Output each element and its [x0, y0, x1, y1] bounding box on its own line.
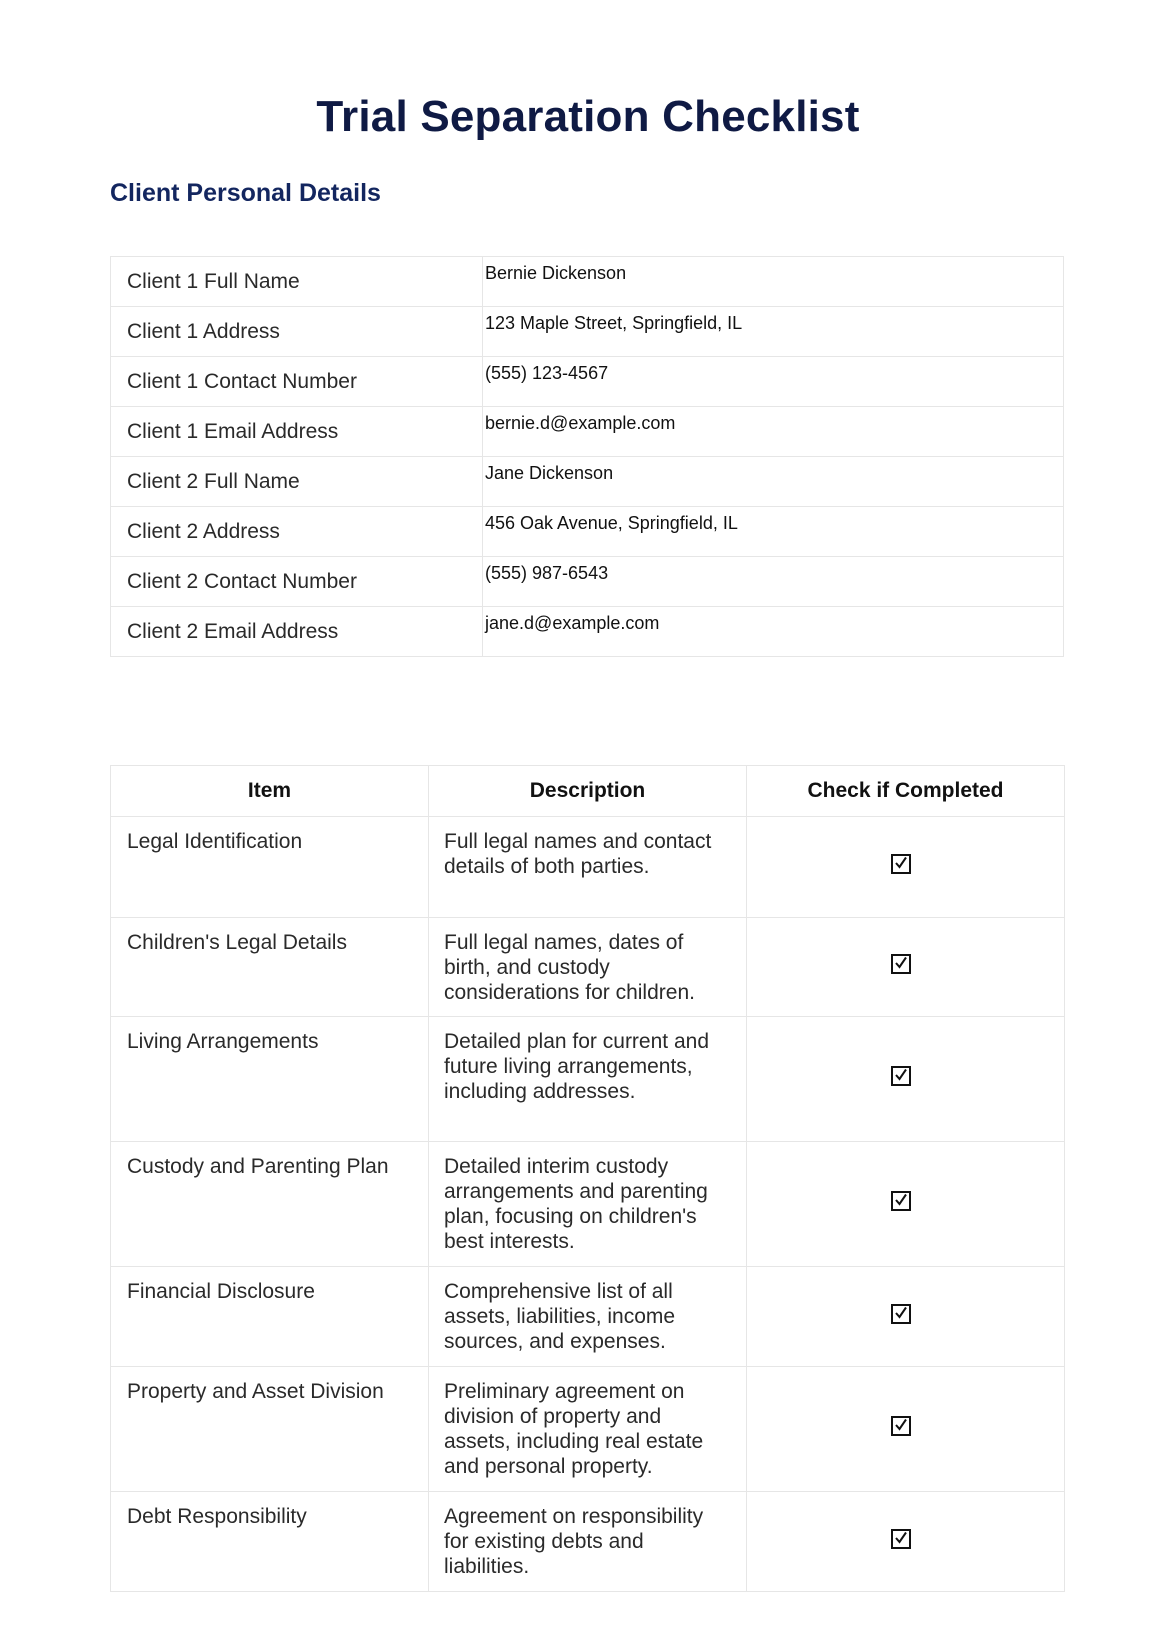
client1-email-label: Client 1 Email Address: [111, 407, 483, 457]
table-row: [111, 1017, 1065, 1142]
client2-address-value[interactable]: 456 Oak Avenue, Springfield, IL: [483, 507, 1064, 557]
table-row: [111, 557, 1064, 607]
document-title: Trial Separation Checklist: [316, 92, 860, 141]
checklist-description: Detailed interim custody arrangements and parenting plan, focusing on children's best interests.: [429, 1142, 747, 1267]
client1-email-value[interactable]: bernie.d@example.com: [483, 407, 1064, 457]
checkmark-icon: [894, 1193, 908, 1207]
table-row: [111, 1267, 1065, 1367]
table-row: [111, 507, 1064, 557]
checklist-check-cell: [747, 817, 1065, 918]
client1-address-value[interactable]: 123 Maple Street, Springfield, IL: [483, 307, 1064, 357]
checkbox-checked[interactable]: [891, 854, 911, 874]
client-details-heading: Client Personal Details: [110, 179, 381, 207]
client2-email-value[interactable]: jane.d@example.com: [483, 607, 1064, 657]
checkbox-checked[interactable]: [891, 1304, 911, 1324]
table-row: [111, 357, 1064, 407]
checklist-item: Living Arrangements: [111, 1017, 429, 1142]
client2-name-label: Client 2 Full Name: [111, 457, 483, 507]
description-column-header: Description: [429, 766, 747, 817]
check-column-header: Check if Completed: [747, 766, 1065, 817]
checklist-item: Legal Identification: [111, 817, 429, 918]
checkmark-icon: [894, 1306, 908, 1320]
checklist-item: Property and Asset Division: [111, 1367, 429, 1492]
table-row: [111, 817, 1065, 918]
table-row: [111, 457, 1064, 507]
checkbox-checked[interactable]: [891, 1529, 911, 1549]
checklist-description: Preliminary agreement on division of property and assets, including real estate and personal property.: [429, 1367, 747, 1492]
checklist-description: Detailed plan for current and future living arrangements, including addresses.: [429, 1017, 747, 1142]
table-row: [111, 607, 1064, 657]
table-row: [111, 407, 1064, 457]
checklist-description: Full legal names, dates of birth, and custody considerations for children.: [429, 918, 747, 1017]
checklist-item: Debt Responsibility: [111, 1492, 429, 1592]
checklist-header-row: [111, 766, 1065, 817]
table-row: [111, 918, 1065, 1017]
checkbox-checked[interactable]: [891, 954, 911, 974]
checkmark-icon: [894, 1531, 908, 1545]
checklist-check-cell: [747, 1267, 1065, 1367]
checklist-check-cell: [747, 1142, 1065, 1267]
client1-name-label: Client 1 Full Name: [111, 257, 483, 307]
client1-contact-label: Client 1 Contact Number: [111, 357, 483, 407]
checklist-description: Full legal names and contact details of both parties.: [429, 817, 747, 918]
checklist-description: Agreement on responsibility for existing debts and liabilities.: [429, 1492, 747, 1592]
checkmark-icon: [894, 1068, 908, 1082]
checklist-item: Children's Legal Details: [111, 918, 429, 1017]
checklist-check-cell: [747, 1367, 1065, 1492]
table-row: [111, 1142, 1065, 1267]
client2-address-label: Client 2 Address: [111, 507, 483, 557]
checkmark-icon: [894, 1418, 908, 1432]
table-row: [111, 257, 1064, 307]
checkmark-icon: [894, 956, 908, 970]
checklist-check-cell: [747, 1492, 1065, 1592]
checklist-table: [110, 765, 1065, 1592]
client2-contact-value[interactable]: (555) 987-6543: [483, 557, 1064, 607]
checkmark-icon: [894, 856, 908, 870]
client1-address-label: Client 1 Address: [111, 307, 483, 357]
table-row: [111, 307, 1064, 357]
client-details-table: [110, 256, 1064, 657]
checklist-check-cell: [747, 918, 1065, 1017]
checkbox-checked[interactable]: [891, 1066, 911, 1086]
client2-email-label: Client 2 Email Address: [111, 607, 483, 657]
client2-contact-label: Client 2 Contact Number: [111, 557, 483, 607]
client2-name-value[interactable]: Jane Dickenson: [483, 457, 1064, 507]
checklist-item: Financial Disclosure: [111, 1267, 429, 1367]
checkbox-checked[interactable]: [891, 1416, 911, 1436]
checkbox-checked[interactable]: [891, 1191, 911, 1211]
checklist-check-cell: [747, 1017, 1065, 1142]
client1-name-value[interactable]: Bernie Dickenson: [483, 257, 1064, 307]
table-row: [111, 1492, 1065, 1592]
checklist-description: Comprehensive list of all assets, liabilities, income sources, and expenses.: [429, 1267, 747, 1367]
item-column-header: Item: [111, 766, 429, 817]
table-row: [111, 1367, 1065, 1492]
checklist-item: Custody and Parenting Plan: [111, 1142, 429, 1267]
client1-contact-value[interactable]: (555) 123-4567: [483, 357, 1064, 407]
